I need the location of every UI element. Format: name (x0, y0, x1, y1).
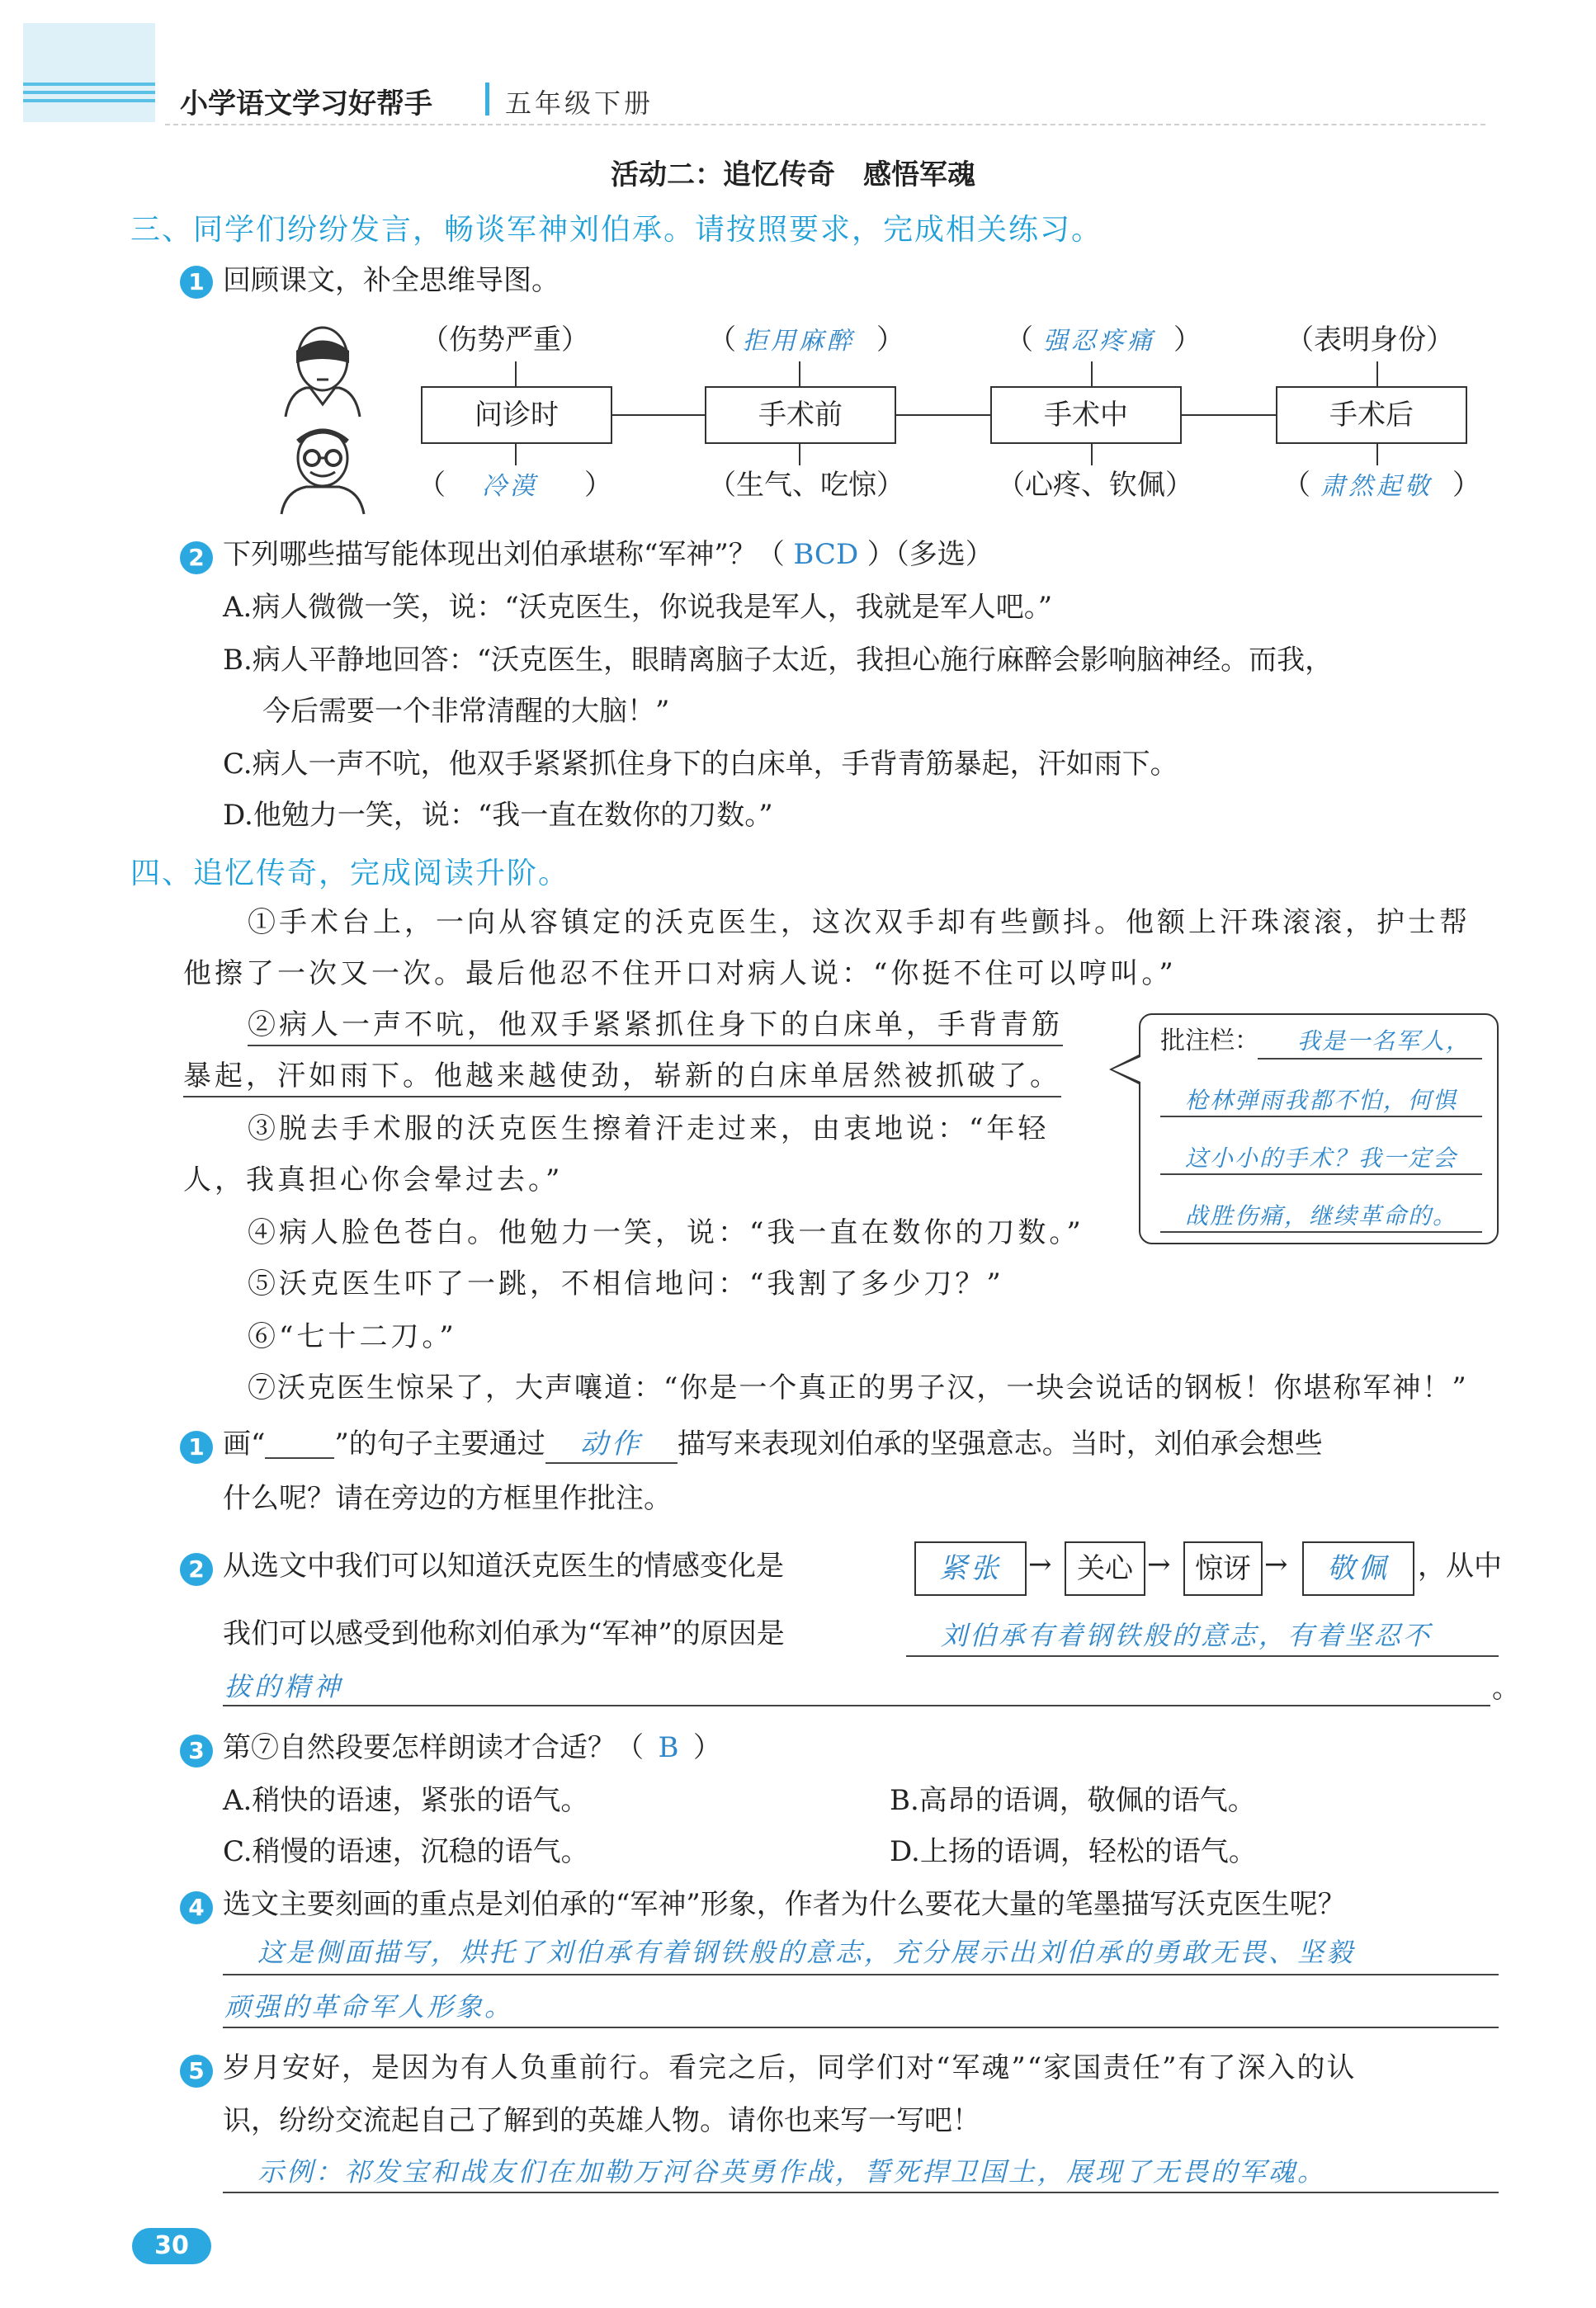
top-label-3-open: （ (1005, 323, 1033, 356)
q3-prompt-before: 第⑦自然段要怎样朗读才合适？（ (223, 1731, 644, 1764)
q3-prompt-after: ） (693, 1731, 721, 1764)
connector (515, 442, 517, 465)
connector (1091, 442, 1093, 465)
q5-answer: 示例：祁发宝和战友们在加勒万河谷英勇作战，誓死捍卫国土，展现了无畏的军魂。 (257, 2156, 1327, 2188)
question-prompt: 选文主要刻画的重点是刘伯承的“军神”形象，作者为什么要花大量的笔墨描写沃克医生呢？ (223, 1888, 1346, 1921)
connector (612, 414, 705, 416)
bottom-label-1-close: ） (584, 469, 612, 502)
answer-line (223, 2027, 1499, 2028)
question-prompt-cont: 什么呢？请在旁边的方框里作批注。 (223, 1482, 672, 1515)
underline-sample (265, 1432, 334, 1459)
emotion-box-1: 紧张 (914, 1541, 1027, 1596)
page-number: 30 (132, 2228, 211, 2264)
arrow-icon: → (1028, 1548, 1052, 1581)
option-a: A.稍快的语速，紧张的语气。 (223, 1784, 589, 1817)
arrow-icon: → (1264, 1548, 1288, 1581)
q1-answer: 动作 (545, 1426, 678, 1464)
answer-line (223, 1974, 1499, 1975)
connector (1182, 414, 1276, 416)
section-3-heading: 三、同学们纷纷发言，畅谈军神刘伯承。请按照要求，完成相关练习。 (130, 213, 1103, 247)
doctor-portrait-icon (269, 421, 376, 516)
connector (515, 361, 517, 386)
annotation-line (1160, 1231, 1482, 1233)
option-d: D.上扬的语调，轻松的语气。 (890, 1835, 1257, 1868)
question-prompt: 回顾课文，补全思维导图。 (223, 264, 560, 297)
top-label-2-answer: 拒用麻醉 (743, 327, 855, 356)
bottom-label-4-close: ） (1452, 469, 1480, 502)
question-prompt: 岁月安好，是因为有人负重前行。看完之后，同学们对“军魂”“家国责任”有了深入的认 (223, 2051, 1357, 2084)
answer-line (906, 1655, 1499, 1657)
option-c: C.稍慢的语速，沉稳的语气。 (223, 1835, 589, 1868)
stage-box-after-surgery: 手术后 (1276, 386, 1467, 444)
bottom-label-2: （生气、吃惊） (708, 469, 904, 502)
top-label-2-close: ） (876, 323, 904, 356)
connector (799, 361, 800, 386)
option-c: C.病人一声不吭，他双手紧紧抓住身下的白床单，手背青筋暴起，汗如雨下。 (223, 748, 1178, 781)
q1-text-a: 画“ (223, 1428, 266, 1461)
stage-box-consultation: 问诊时 (421, 386, 612, 444)
annotation-text-3: 这小小的手术？我一定会 (1185, 1145, 1458, 1172)
q2-answer: BCD (793, 538, 859, 571)
question-prompt (223, 536, 994, 573)
q-number-badge: 1 (180, 1431, 213, 1464)
q4-answer-line1: 这是侧面描写，烘托了刘伯承有着钢铁般的意志，充分展示出刘伯承的勇敢无畏、坚毅 (257, 1937, 1356, 1968)
header-rule (165, 124, 1485, 125)
emotion-box-3: 惊讶 (1183, 1541, 1263, 1596)
q2-prompt-before: 下列哪些描写能体现出刘伯承堪称“军神”？（ (223, 538, 785, 571)
question-prompt: 从选文中我们可以知道沃克医生的情感变化是 (223, 1550, 784, 1583)
passage-p1-line1: ①手术台上，一向从容镇定的沃克医生，这次双手却有些颤抖。他额上汗珠滚滚，护士帮 (248, 906, 1471, 939)
passage-p7: ⑦沃克医生惊呆了，大声嚷道：“你是一个真正的男子汉，一块会说话的钢板！你堪称军神！” (248, 1371, 1468, 1404)
top-label-4: （表明身份） (1286, 323, 1454, 356)
arrow-icon: → (1147, 1548, 1171, 1581)
question-prompt (223, 1426, 1323, 1464)
q3-answer: B (658, 1731, 679, 1764)
connector (799, 442, 800, 465)
annotation-pointer-fill (1112, 1057, 1140, 1082)
bottom-label-4-answer: 肃然起敬 (1320, 472, 1433, 501)
passage-p2-line2: 暴起，汗如雨下。他越来越使劲，崭新的白床单居然被抓破了。 (183, 1058, 1061, 1097)
question-prompt-cont: 识，纷纷交流起自己了解到的英雄人物。请你也来写一写吧！ (223, 2104, 980, 2137)
annotation-text-1: 我是一名军人， (1297, 1027, 1471, 1055)
top-label-3-answer: 强忍疼痛 (1043, 327, 1155, 356)
q-number-badge: 2 (180, 541, 213, 574)
header-divider (485, 83, 489, 116)
q-number-badge: 3 (180, 1735, 213, 1768)
question-prompt-tail: ，从中 (1418, 1550, 1502, 1583)
passage-p6: ⑥“七十二刀。” (248, 1320, 457, 1353)
annotation-line (1160, 1173, 1482, 1175)
q2-answer-line2: 拔的精神 (224, 1671, 344, 1702)
q4-answer-line2: 顽强的革命军人形象。 (224, 1991, 514, 2022)
emotion-box-4: 敬佩 (1302, 1541, 1414, 1596)
question-prompt (223, 1730, 721, 1766)
header-stripes (23, 83, 155, 107)
passage-p2-line1: ②病人一声不吭，他双手紧紧抓住身下的白床单，手背青筋 (248, 1007, 1063, 1046)
bottom-label-1-answer: 冷漠 (482, 472, 538, 501)
emotion-box-2: 关心 (1065, 1541, 1145, 1596)
book-title: 小学语文学习好帮手 (180, 87, 432, 120)
option-d: D.他勉力一笑，说：“我一直在数你的刀数。” (223, 799, 773, 832)
option-a: A.病人微微一笑，说：“沃克医生，你说我是军人，我就是军人吧。” (223, 591, 1053, 624)
q1-text-c: 描写来表现刘伯承的坚强意志。当时，刘伯承会想些 (677, 1428, 1323, 1461)
annotation-label: 批注栏： (1160, 1027, 1259, 1055)
connector (1376, 361, 1378, 386)
answer-line (223, 1705, 1490, 1706)
book-subtitle: 五年级下册 (505, 87, 654, 119)
q2-answer-line1: 刘伯承有着钢铁般的意志，有着坚忍不 (941, 1620, 1433, 1651)
question-prompt-cont: 我们可以感受到他称刘伯承为“军神”的原因是 (223, 1617, 785, 1650)
period: 。 (1492, 1672, 1520, 1705)
option-b-cont: 今后需要一个非常清醒的大脑！” (262, 695, 670, 728)
q-number-badge: 5 (180, 2055, 213, 2088)
annotation-text-4: 战胜伤痛，继续革命的。 (1185, 1202, 1458, 1230)
annotation-text-2: 枪林弹雨我都不怕，何惧 (1185, 1087, 1458, 1114)
activity-title: 活动二：追忆传奇 感悟军魂 (611, 158, 975, 191)
connector (1091, 361, 1093, 386)
top-label-1: （伤势严重） (421, 323, 589, 356)
passage-p4: ④病人脸色苍白。他勉力一笑，说：“我一直在数你的刀数。” (248, 1216, 1084, 1249)
passage-p3-line1: ③脱去手术服的沃克医生擦着汗走过来，由衷地说：“年轻 (248, 1112, 1050, 1145)
q-number-badge: 2 (180, 1553, 213, 1586)
passage-p5: ⑤沃克医生吓了一跳，不相信地问：“我割了多少刀？” (248, 1267, 1004, 1300)
connector (896, 414, 990, 416)
section-4-heading: 四、追忆传奇，完成阅读升阶。 (130, 857, 570, 890)
passage-p3-line2: 人，我真担心你会晕过去。” (183, 1163, 564, 1196)
annotation-line (1160, 1116, 1482, 1117)
top-label-3-close: ） (1173, 323, 1202, 356)
option-b: B.病人平静地回答：“沃克医生，眼睛离脑子太近，我担心施行麻醉会影响脑神经。而我， (223, 644, 1334, 677)
top-label-2-open: （ (708, 323, 736, 356)
header-decoration (23, 23, 155, 122)
q-number-badge: 1 (180, 266, 213, 299)
answer-line (223, 2192, 1499, 2193)
q1-text-b: ”的句子主要通过 (334, 1428, 545, 1461)
stage-box-before-surgery: 手术前 (705, 386, 896, 444)
bottom-label-3: （心疼、钦佩） (997, 469, 1193, 502)
patient-portrait-icon (269, 314, 376, 421)
stage-box-during-surgery: 手术中 (990, 386, 1182, 444)
q2-prompt-after: ）（多选） (866, 538, 994, 571)
bottom-label-4-open: （ (1282, 469, 1310, 502)
connector (1376, 442, 1378, 465)
passage-p1-line2: 他擦了一次又一次。最后他忍不住开口对病人说：“你挺不住可以哼叫。” (183, 957, 1177, 990)
option-b: B.高昂的语调，敬佩的语气。 (890, 1784, 1256, 1817)
q-number-badge: 4 (180, 1891, 213, 1924)
annotation-line (1258, 1058, 1482, 1060)
bottom-label-1-open: （ (418, 469, 446, 502)
